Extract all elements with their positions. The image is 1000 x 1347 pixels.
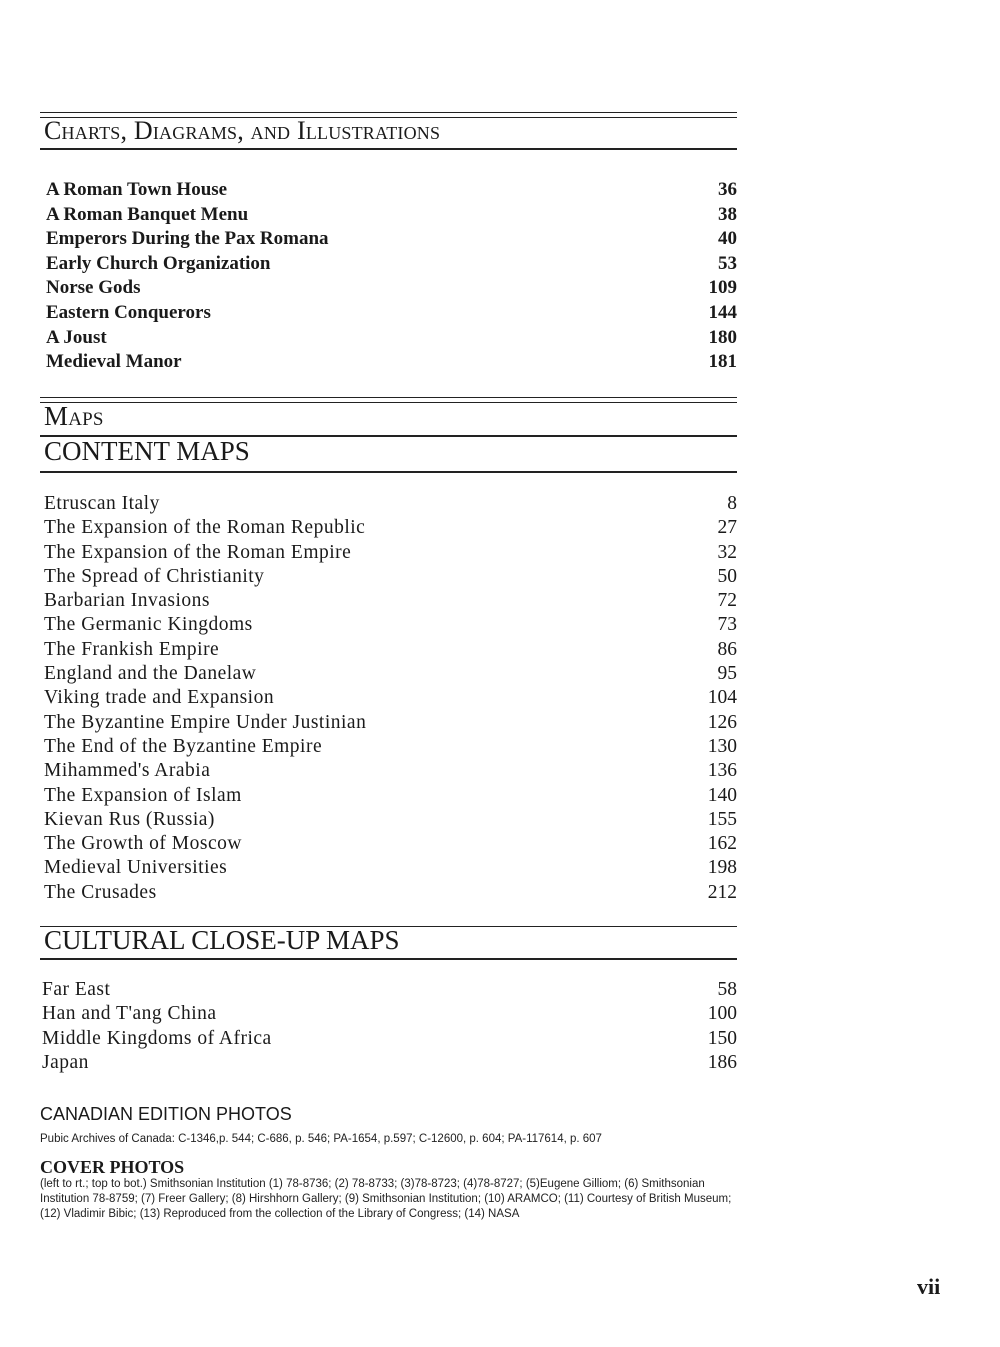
entry-title: Han and T'ang China — [42, 1003, 217, 1025]
entry-title: Far East — [42, 979, 111, 1000]
entry-title: The Frankish Empire — [44, 638, 220, 660]
list-item — [44, 638, 737, 662]
entry-title: The Germanic Kingdoms — [44, 614, 253, 636]
entry-page-number: 40 — [718, 228, 737, 250]
entry-page-number: 144 — [708, 301, 737, 323]
entry-title: The Expansion of the Roman Empire — [44, 541, 352, 563]
list-item — [42, 1002, 737, 1026]
entry-page-number: 36 — [718, 179, 737, 200]
list-item — [46, 350, 737, 375]
list-item — [44, 808, 737, 832]
content-maps-rule — [40, 471, 737, 473]
list-item — [44, 856, 737, 880]
entry-title: The End of the Byzantine Empire — [44, 735, 323, 757]
entry-page-number: 72 — [717, 590, 737, 612]
list-item — [44, 711, 737, 735]
entry-title: Etruscan Italy — [44, 493, 160, 514]
entry-page-number: 104 — [707, 687, 737, 709]
entry-page-number: 100 — [707, 1003, 737, 1025]
list-item — [46, 178, 737, 203]
entry-title: Viking trade and Expansion — [44, 687, 275, 709]
entry-title: Japan — [42, 1051, 89, 1073]
entry-page-number: 212 — [707, 881, 737, 903]
list-item — [44, 589, 737, 613]
entry-title: Middle Kingdoms of Africa — [42, 1027, 272, 1049]
page-number: vii — [917, 1274, 941, 1299]
list-item — [46, 227, 737, 252]
maps-rule-top — [40, 397, 737, 403]
entry-title: England and the Danelaw — [44, 663, 257, 685]
list-item — [44, 686, 737, 710]
section-rule-bottom — [40, 148, 737, 150]
entry-page-number: 155 — [707, 808, 737, 830]
list-item — [42, 978, 737, 1002]
cover-photos-title: COVER PHOTOS — [40, 1157, 185, 1177]
entry-title: The Expansion of the Roman Republic — [44, 517, 366, 539]
entry-title: Emperors During the Pax Romana — [46, 228, 329, 250]
list-item — [44, 492, 737, 516]
entry-page-number: 58 — [717, 979, 737, 1000]
entry-title: Mihammed's Arabia — [44, 760, 211, 782]
list-item — [42, 1027, 737, 1051]
entry-page-number: 27 — [717, 517, 737, 539]
content-maps-heading: CONTENT MAPS — [44, 436, 250, 466]
list-item — [42, 1051, 737, 1075]
canadian-photos-text: Pubic Archives of Canada: C-1346,p. 544; C-686, p. 546; PA-1654, p.597; C-12600, p. 604; PA-117614, p. 607 — [40, 1133, 602, 1145]
list-item — [44, 541, 737, 565]
entry-title: The Byzantine Empire Under Justinian — [44, 711, 367, 733]
cultural-rule-bottom — [40, 958, 737, 960]
list-item — [44, 565, 737, 589]
entry-page-number: 95 — [717, 663, 737, 685]
entry-page-number: 50 — [717, 565, 737, 587]
list-item — [46, 252, 737, 277]
entry-title: Norse Gods — [46, 277, 141, 299]
entry-title: Barbarian Invasions — [44, 590, 210, 612]
entry-title: Kievan Rus (Russia) — [44, 808, 215, 830]
entry-title: A Roman Town House — [46, 179, 228, 200]
list-item — [46, 326, 737, 351]
list-item — [44, 832, 737, 856]
canadian-photos-title: CANADIAN EDITION PHOTOS — [40, 1104, 292, 1124]
entry-page-number: 186 — [707, 1051, 737, 1073]
entry-title: A Joust — [46, 326, 107, 348]
entry-page-number: 180 — [708, 326, 737, 348]
entry-title: Medieval Manor — [46, 351, 182, 373]
entry-page-number: 32 — [717, 541, 737, 563]
entry-page-number: 162 — [707, 833, 737, 855]
entry-title: The Expansion of Islam — [44, 784, 242, 806]
entry-page-number: 8 — [727, 493, 737, 514]
list-item — [44, 662, 737, 686]
cover-photos-text: (left to rt.; top to bot.) Smithsonian Institution (1) 78-8736; (2) 78-8733; (3)78-8723; (4)78-8727; (5)Eugene Gilliom; (6) Smithsonian Institution 78-8759; (7) Freer Gallery; (8) Hirshhorn Gallery; (9) Smithsonian Institution; (10) ARAMCO; (11) Courtesy of British Museum; (12) Vladimir Bibic; (13) Reproduced from the collection of the Library of Congress; (14) NASA — [40, 1178, 732, 1220]
entry-title: Medieval Universities — [44, 857, 228, 879]
entry-page-number: 109 — [708, 277, 737, 299]
charts-list — [46, 178, 737, 375]
list-item — [44, 735, 737, 759]
entry-title: The Spread of Christianity — [44, 565, 265, 587]
entry-title: The Crusades — [44, 881, 157, 903]
charts-heading: Charts, Diagrams, and Illustrations — [44, 116, 441, 145]
entry-title: A Roman Banquet Menu — [46, 203, 249, 225]
entry-page-number: 53 — [718, 252, 737, 274]
entry-page-number: 73 — [717, 614, 737, 636]
cultural-maps-heading: CULTURAL CLOSE-UP MAPS — [44, 925, 400, 955]
list-item — [44, 759, 737, 783]
entry-page-number: 140 — [707, 784, 737, 806]
entry-page-number: 126 — [707, 711, 737, 733]
list-item — [44, 613, 737, 637]
entry-page-number: 136 — [707, 760, 737, 782]
list-item — [44, 516, 737, 540]
entry-page-number: 181 — [708, 351, 737, 373]
cultural-maps-list — [42, 978, 737, 1075]
list-item — [46, 276, 737, 301]
entry-page-number: 150 — [707, 1027, 737, 1049]
entry-title: The Growth of Moscow — [44, 833, 242, 855]
entry-page-number: 38 — [718, 203, 737, 225]
entry-title: Early Church Organization — [46, 252, 271, 274]
entry-page-number: 130 — [707, 735, 737, 757]
list-item — [46, 301, 737, 326]
entry-page-number: 86 — [717, 638, 737, 660]
list-item — [44, 784, 737, 808]
entry-title: Eastern Conquerors — [46, 301, 211, 323]
entry-page-number: 198 — [707, 857, 737, 879]
list-item — [44, 881, 737, 905]
maps-heading: Maps — [44, 401, 104, 431]
content-maps-list — [44, 492, 737, 905]
list-item — [46, 203, 737, 228]
